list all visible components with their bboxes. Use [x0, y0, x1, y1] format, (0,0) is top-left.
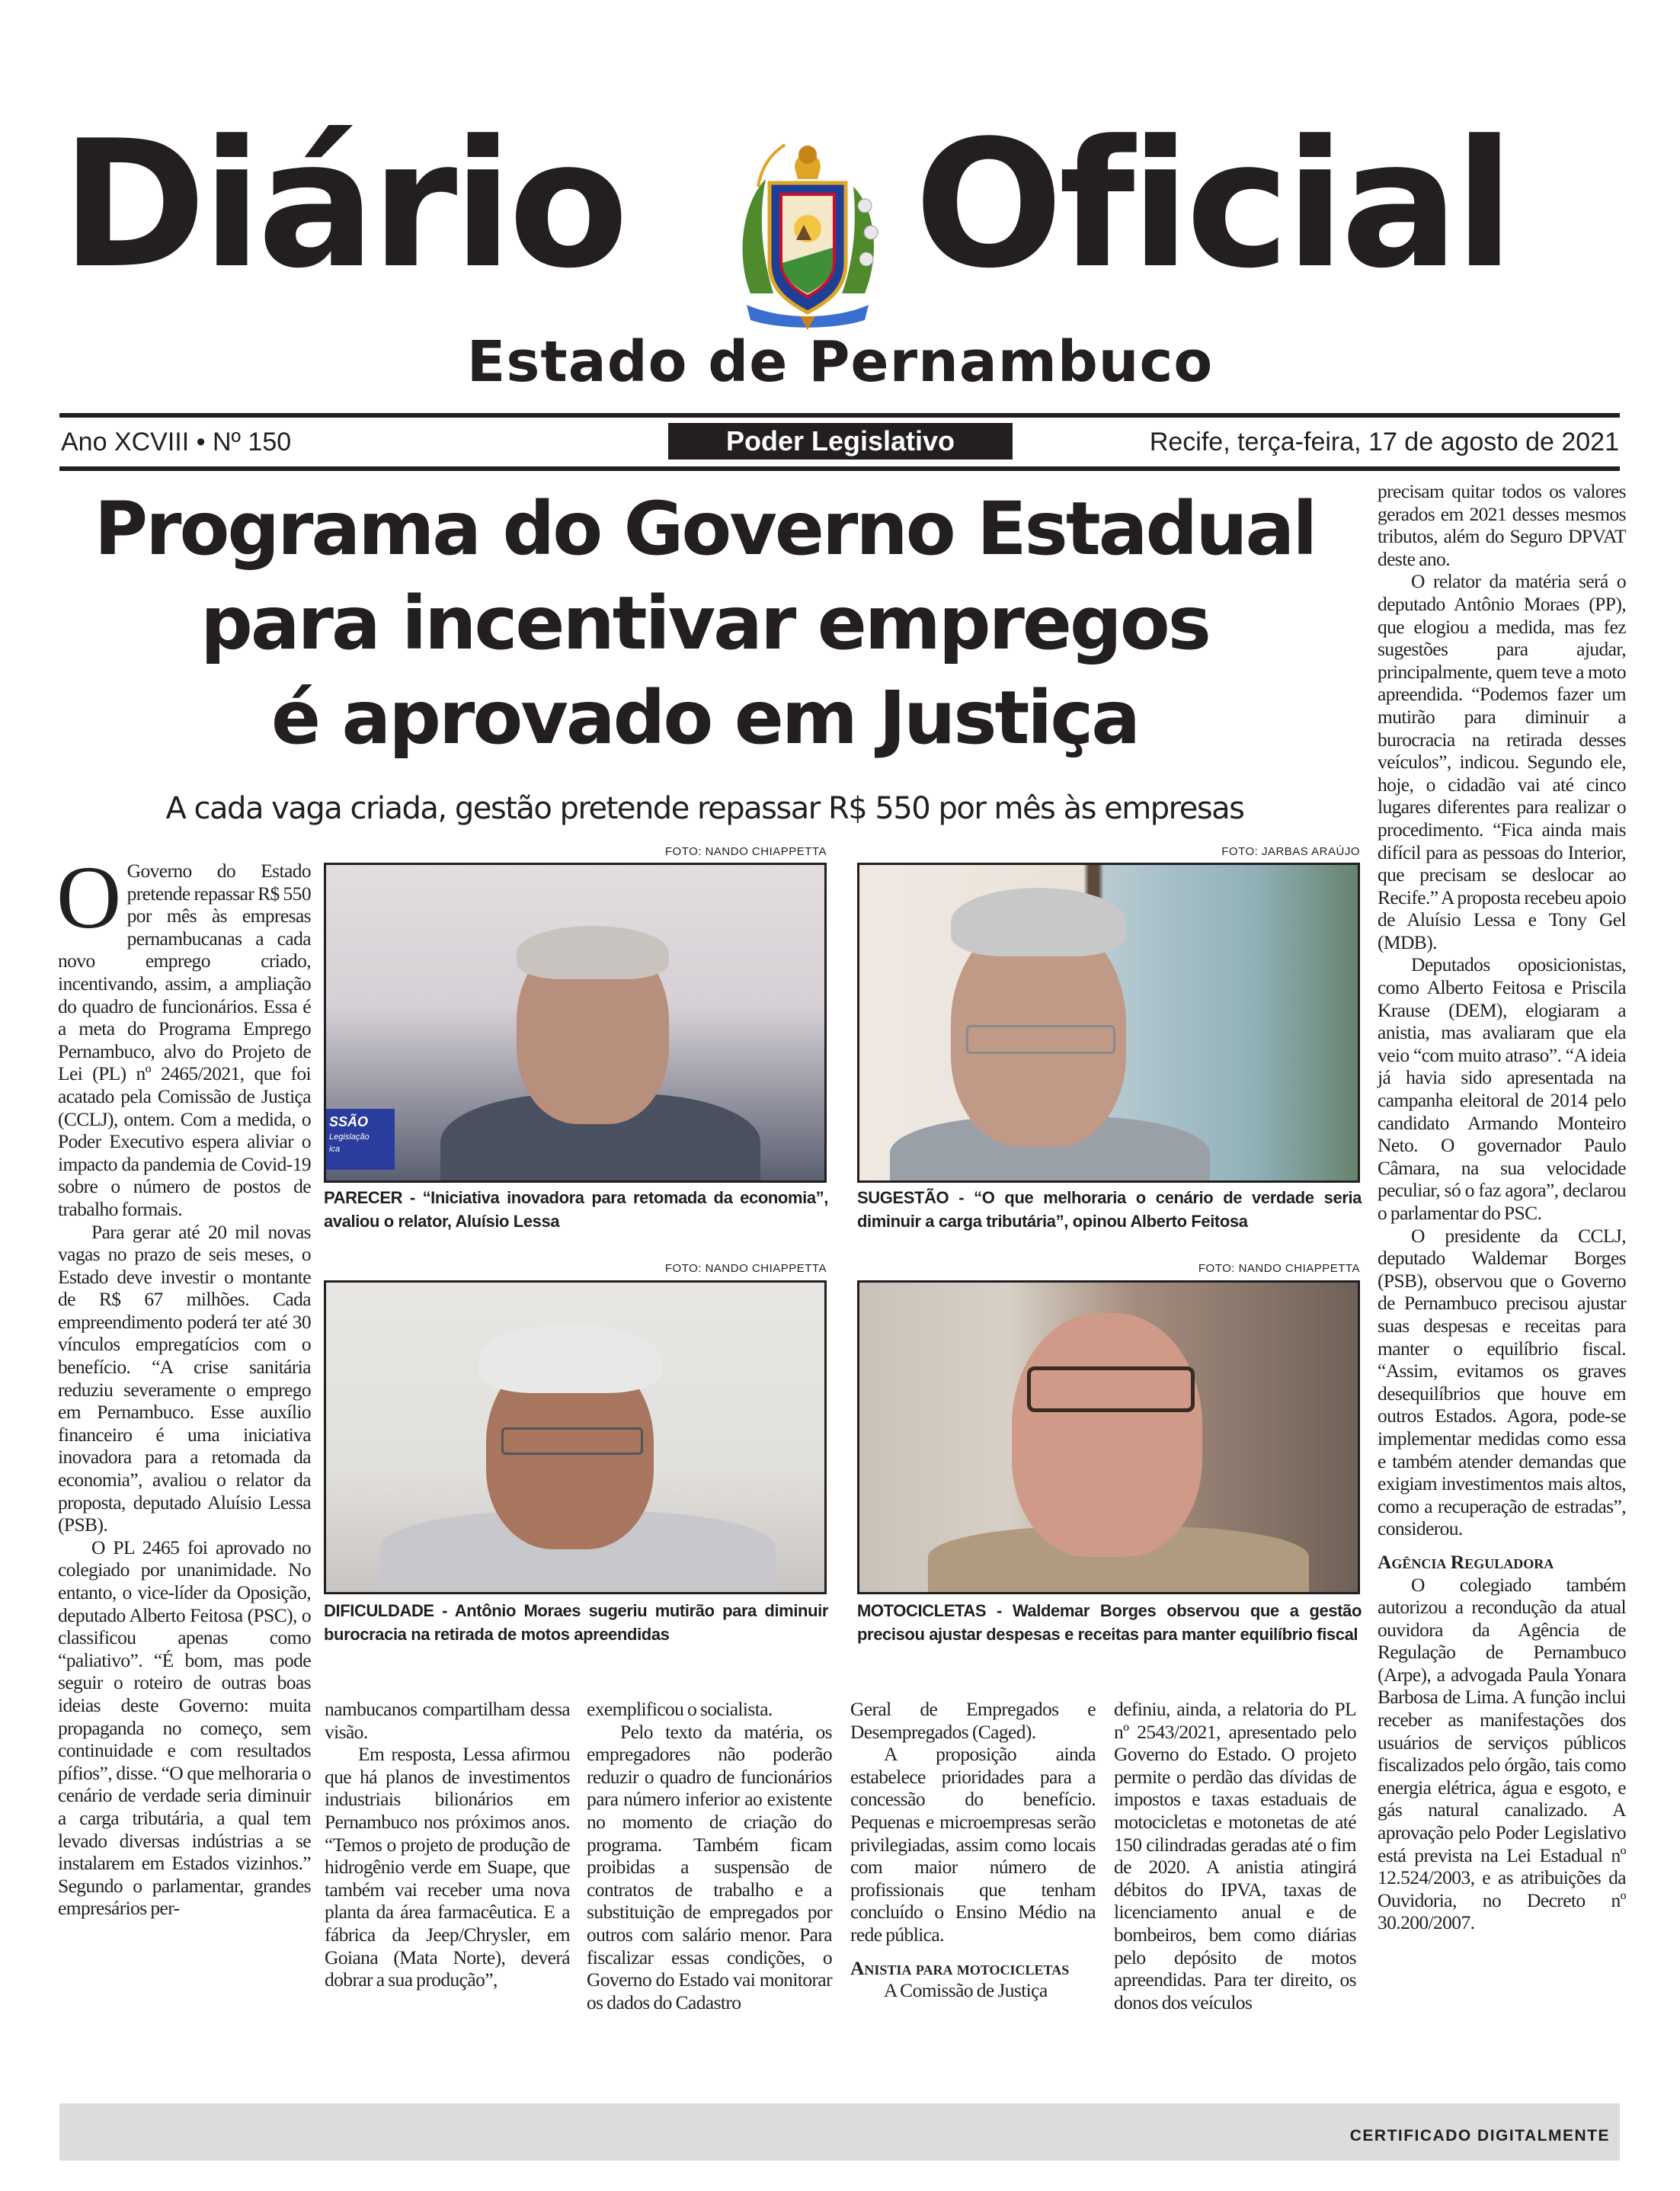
- digital-certification-label: CERTIFICADO DIGITALMENTE: [1349, 2127, 1610, 2145]
- article-column-bottom-1: [325, 1698, 570, 1991]
- article-paragraph: Deputados oposicionistas, como Alberto Feitosa e Priscila Krause (DEM), elogiaram a anistia, mas avaliaram que ela veio “com muito atraso”. “A ideia já havia sido apresentada na campanha eleitoral de 2014 pelo candidato Armando Monteiro Neto. O governador Paulo Câmara, na sua velocidade peculiar, só o faz agora”, declarou o parlamentar do PSC.: [1378, 953, 1626, 1224]
- photo-credit: FOTO: NANDO CHIAPPETTA: [664, 845, 827, 858]
- photo-credit: FOTO: NANDO CHIAPPETTA: [1198, 1262, 1360, 1275]
- photo-caption: SUGESTÃO - “O que melhoraria o cenário de verdade seria diminuir a carga tributária”, opinou Alberto Feitosa: [857, 1188, 1362, 1231]
- headline-line: é aprovado em Justiça: [270, 675, 1139, 761]
- photo-antonio-moraes: [324, 1280, 827, 1594]
- article-headline: [53, 482, 1356, 765]
- headline-line: para incentivar empregos: [200, 581, 1209, 666]
- section-subhead-anistia: Anistia para motocicletas: [850, 1956, 1070, 1979]
- article-paragraph: Geral de Empregados e Desempregados (Caged).: [850, 1698, 1096, 1743]
- article-paragraph: A Comissão de Justiça: [884, 1979, 1048, 2002]
- masthead-title-left: Diário: [61, 104, 625, 307]
- article-paragraph: Para gerar até 20 mil novas vagas no prazo de seis meses, o Estado deve investir o montante de R$ 67 milhões. Cada empreendimento poderá ter até 30 vínculos empregatícios com o benefício. “A crise sanitária reduziu severamente o emprego em Pernambuco. Esse auxílio financeiro é uma iniciativa inovadora para a retomada da economia”, avaliou o relator da proposta, deputado Aluísio Lessa (PSB).: [58, 1220, 311, 1536]
- article-paragraph: Em resposta, Lessa afirmou que há planos de investimentos industriais bilionários em Pernambuco nos próximos anos. “Temos o projeto de produção de hidrogênio verde em Suape, que também vai receber uma nova planta da área farmacêutica. E a fábrica da Jeep/Chrysler, em Goiana (Mata Norte), deverá dobrar a sua produção”,: [325, 1743, 570, 1991]
- masthead-rule-bottom: [59, 466, 1620, 471]
- article-paragraph: nambucanos compartilham dessa visão.: [325, 1698, 570, 1743]
- article-column-bottom-3: [850, 1698, 1096, 2002]
- photo-caption: PARECER - “Iniciativa inovadora para retomada da economia”, avaliou o relator, Aluísio Lessa: [324, 1188, 828, 1231]
- article-paragraph: exemplificou o socialista.: [587, 1698, 773, 1720]
- photo-credit: FOTO: JARBAS ARAÚJO: [1221, 845, 1360, 858]
- article-paragraph: O relator da matéria será o deputado Antônio Moraes (PP), que elogiou a medida, mas fez sugestões para ajudar, principalmente, quem teve a moto apreendida. “Podemos fazer um mutirão para diminuir a burocracia na retirada desses veículos”, indicou. Segundo ele, hoje, o cidadão vai até cinco lugares diferentes para realizar o procedimento. “Fica ainda mais difícil para as pessoas do Interior, que precisam se deslocar ao Recife.” A proposta recebeu apoio de Aluísio Lessa e Tony Gel (MDB).: [1378, 570, 1626, 953]
- section-subhead-agencia: Agência Reguladora: [1378, 1550, 1554, 1573]
- photo-caption: DIFICULDADE - Antônio Moraes sugeriu mutirão para diminuir burocracia na retirada de motos apreendidas: [324, 1601, 828, 1644]
- article-paragraph: O presidente da CCLJ, deputado Waldemar Borges (PSB), observou que o Governo de Pernambuco precisou ajustar suas despesas e receitas para manter o equilíbrio fiscal. “Assim, evitamos os graves desequilíbrios que houve em outros Estados. Agora, pode-se implementar medidas como essa e também atender demandas que exigiam investimentos mais altos, como a recuperação de estradas”, considerou.: [1378, 1224, 1626, 1540]
- article-column-bottom-4: [1114, 1698, 1356, 2013]
- photo-waldemar-borges: [857, 1280, 1360, 1594]
- article-paragraph: A proposição ainda estabelece prioridades para a concessão do benefício. Pequenas e microempresas serão privilegiadas, assim como locais com maior número de profissionais que tenham concluído o Ensino Médio na rede pública.: [850, 1743, 1096, 1946]
- video-overlay-label: SSÃO Legislação ica: [326, 1109, 395, 1170]
- photo-aluisio-lessa: [324, 863, 827, 1183]
- drop-cap: O: [56, 847, 121, 947]
- article-column-right: [1378, 480, 1626, 1934]
- photo-alberto-feitosa: [857, 863, 1360, 1183]
- section-badge: Poder Legislativo: [668, 423, 1013, 460]
- article-column-left: [56, 847, 311, 1920]
- issue-number: Ano XCVIII • Nº 150: [61, 428, 292, 456]
- article-paragraph: definiu, ainda, a relatoria do PL nº 2543/2021, apresentado pelo Governo do Estado. O projeto permite o perdão das dívidas de impostos e taxas estaduais de motocicletas e motonetas de até 150 cilindradas geradas até o fim de 2020. A anistia atingirá débitos do IPVA, taxas de licenciamento anual e de bombeiros, bem como diárias pelo depósito de motos apreendidas. Para ter direito, os donos dos veículos: [1114, 1698, 1356, 2013]
- masthead-title-right: Oficial: [914, 104, 1510, 307]
- coat-of-arms-icon: [728, 133, 888, 332]
- photo-caption: MOTOCICLETAS - Waldemar Borges observou que a gestão precisou ajustar despesas e receitas para manter equilíbrio fiscal: [857, 1601, 1362, 1644]
- masthead-subtitle: Estado de Pernambuco: [466, 329, 1214, 395]
- headline-line: Programa do Governo Estadual: [94, 486, 1316, 572]
- article-paragraph: Pelo texto da matéria, os empregadores não poderão reduzir o quadro de funcionários para número inferior ao existente no momento de criação do programa. Também ficam proibidas a suspensão de contratos de trabalho e a substituição de empregados por outros com salário menor. Para fiscalizar essas condições, o Governo do Estado vai monitorar os dados do Cadastro: [587, 1720, 832, 2013]
- photo-credit: FOTO: NANDO CHIAPPETTA: [664, 1262, 827, 1275]
- article-paragraph: O PL 2465 foi aprovado no colegiado por unanimidade. No entanto, o vice-líder da Oposição, deputado Alberto Feitosa (PSC), o classificou apenas como “paliativo”. “É bom, mas pode seguir o roteiro de outras boas ideias deste Governo: muita propaganda no começo, sem continuidade e com resultados pífios”, disse. “O que melhoraria o cenário de verdade seria diminuir a carga tributária, a qual tem levado diversas indústrias a se instalarem em Estados vizinhos.” Segundo o parlamentar, grandes empresários per-: [58, 1536, 311, 1920]
- article-column-bottom-2: [587, 1698, 832, 2013]
- article-paragraph: O colegiado também autorizou a recondução da atual ouvidora da Agência de Regulação de Pernambuco (Arpe), a advogada Paula Yonara Barbosa de Lima. A função inclui receber as manifestações dos usuários de serviços públicos fiscalizados pelo órgão, tais como energia elétrica, água e esgoto, e gás natural canalizado. A aprovação pelo Poder Legislativo está prevista na Lei Estadual nº 12.524/2003, e as atribuições da Ouvidoria, no Decreto nº 30.200/2007.: [1378, 1573, 1626, 1934]
- article-paragraph: O Governo do Estado pretende repassar R$ 550 por mês às empresas pernambucanas a cada novo emprego criado, incentivando, assim, a ampliação do quadro de funcionários. Essa é a meta do Programa Emprego Pernambuco, alvo do Projeto de Lei (PL) nº 2465/2021, que foi acatado pela Comissão de Justiça (CCLJ), ontem. Com a medida, o Poder Executivo espera aliviar o impacto da pandemia de Covid-19 sobre o número de postos de trabalho formais.: [56, 847, 311, 1220]
- article-subheadline: A cada vaga criada, gestão pretende repassar R$ 550 por mês às empresas: [165, 791, 1244, 826]
- masthead-rule-top: [59, 413, 1620, 418]
- issue-date: Recife, terça-feira, 17 de agosto de 2021: [1149, 428, 1619, 456]
- article-paragraph: precisam quitar todos os valores gerados em 2021 desses mesmos tributos, além do Seguro DPVAT deste ano.: [1378, 480, 1626, 570]
